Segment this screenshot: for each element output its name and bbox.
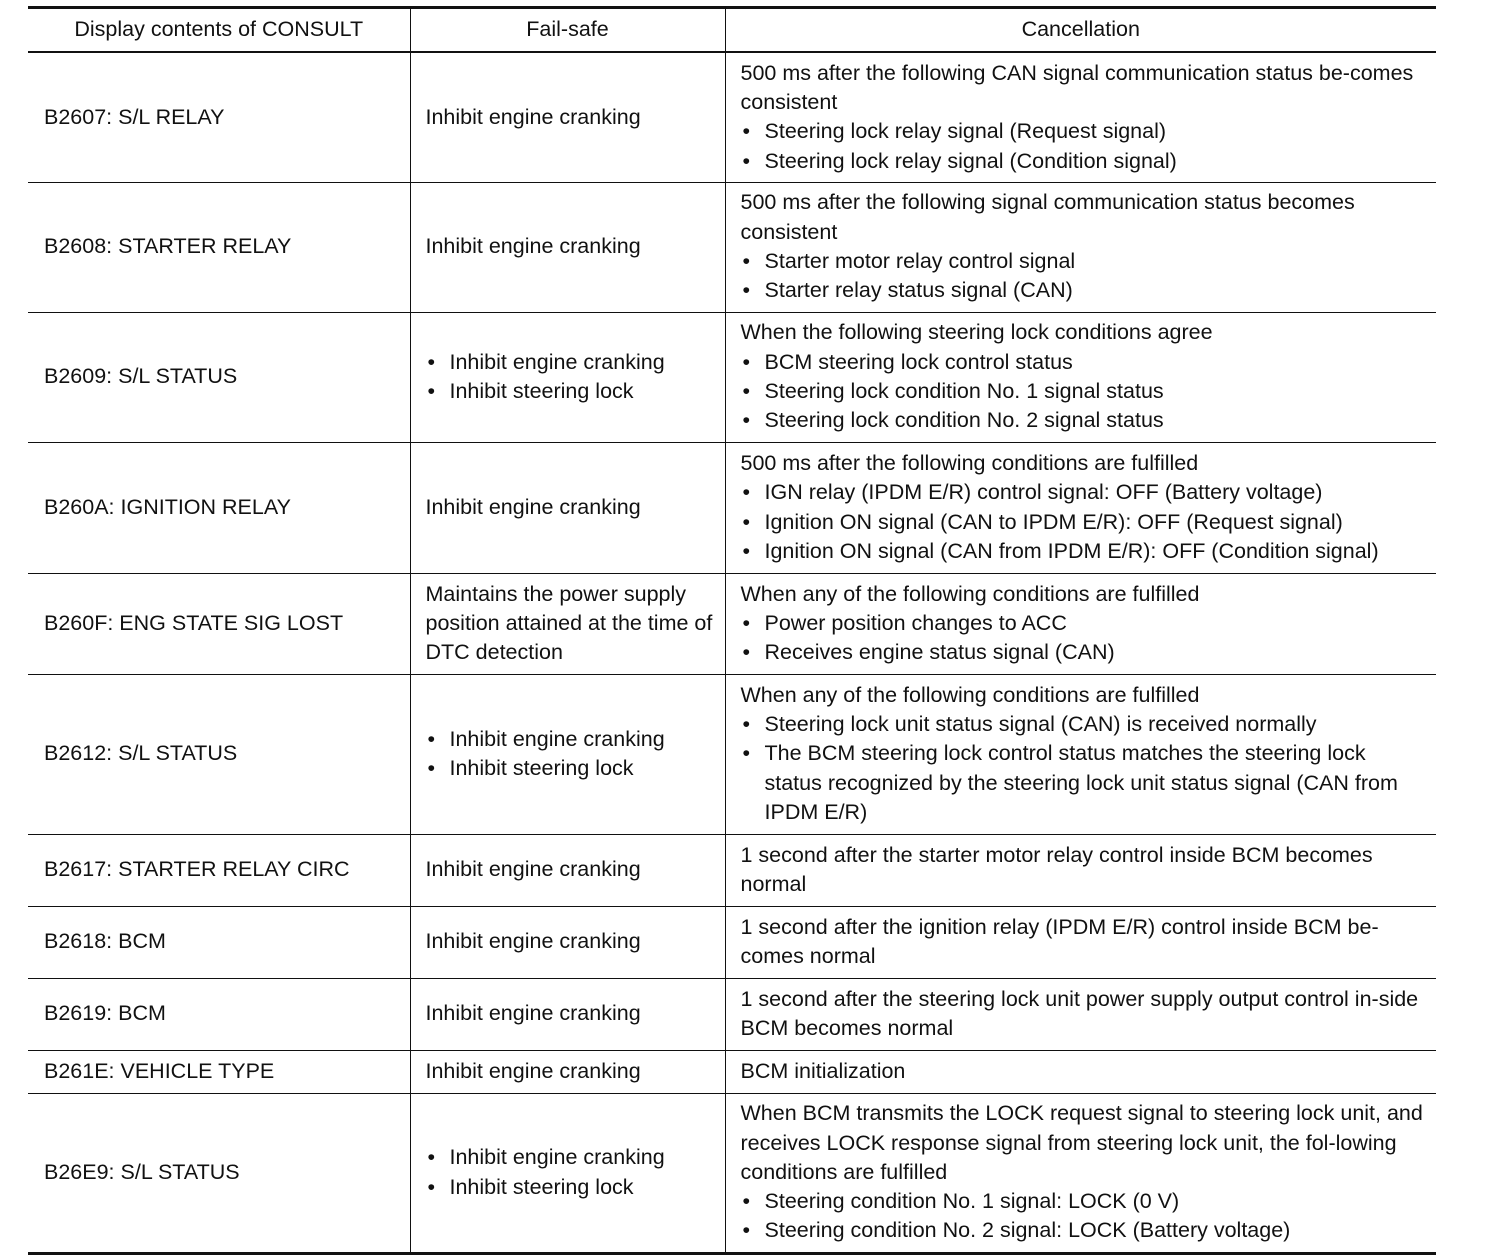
table-row [28,442,1436,573]
cancellation-list [741,609,1429,668]
cancellation-text: When BCM transmits the LOCK request signal to steering lock unit, and receives LOCK response signal from steering lock unit, the fol-lowing conditions are fulfilled [740,1101,1423,1184]
dtc-code-cell: B2617: STARTER RELAY CIRC [28,834,410,906]
fail-safe-cell [410,312,725,442]
table-row [28,573,1436,674]
fail-safe-list-item: • Inhibit engine cranking [426,1143,717,1172]
cancellation-list [741,478,1429,566]
fail-safe-list-item: • Inhibit steering lock [426,377,717,406]
cancellation-cell [725,182,1436,312]
cancellation-list [741,247,1429,306]
cancellation-cell [725,834,1436,906]
table-header-row [28,8,1436,53]
table-row [28,906,1436,978]
fail-safe-list [426,1143,717,1202]
dtc-code-cell: B2607: S/L RELAY [28,52,410,182]
cancellation-list-item: • Steering lock condition No. 2 signal status [741,406,1429,435]
cancellation-list-item: • Steering lock unit status signal (CAN) is received normally [741,710,1429,739]
dtc-code-cell: B260F: ENG STATE SIG LOST [28,573,410,674]
fail-safe-text: Inhibit engine cranking [425,857,641,882]
fail-safe-text: Inhibit engine cranking [425,1001,641,1026]
cancellation-list-item: • The BCM steering lock control status matches the steering lock status recognized by the steering lock unit status signal (CAN from IPDM E/R) [741,739,1429,827]
fail-safe-list-item: • Inhibit engine cranking [426,725,717,754]
fail-safe-cell [410,1050,725,1093]
fail-safe-cell [410,573,725,674]
cancellation-list-item: • Ignition ON signal (CAN from IPDM E/R): OFF (Condition signal) [741,537,1429,566]
dtc-code-cell: B2608: STARTER RELAY [28,182,410,312]
table-row [28,1093,1436,1253]
cancellation-cell [725,978,1436,1050]
cancellation-cell [725,573,1436,674]
cancellation-cell [725,906,1436,978]
fail-safe-cell [410,182,725,312]
cancellation-text: When any of the following conditions are fulfilled [740,682,1200,707]
cancellation-list-item: • Starter motor relay control signal [741,247,1429,276]
cancellation-list-item: • Starter relay status signal (CAN) [741,276,1429,305]
fail-safe-list-item: • Inhibit steering lock [426,1173,717,1202]
column-header-consult: Display contents of CONSULT [28,8,410,53]
cancellation-text: 500 ms after the following CAN signal communication status be-comes consistent [740,60,1414,114]
cancellation-text: 500 ms after the following signal communication status becomes consistent [740,190,1355,244]
cancellation-list-item: • Steering condition No. 2 signal: LOCK (Battery voltage) [741,1216,1429,1245]
dtc-code-cell: B2619: BCM [28,978,410,1050]
cancellation-cell [725,52,1436,182]
cancellation-text: When the following steering lock conditions agree [740,320,1213,345]
fail-safe-cell [410,978,725,1050]
fail-safe-text: Inhibit engine cranking [425,1058,641,1083]
fail-safe-cell [410,1093,725,1253]
fail-safe-cell [410,52,725,182]
dtc-code-cell: B26E9: S/L STATUS [28,1093,410,1253]
cancellation-cell [725,1050,1436,1093]
cancellation-text: When any of the following conditions are fulfilled [740,581,1200,606]
cancellation-cell [725,1093,1436,1253]
fail-safe-table-sheet [28,6,1436,1255]
dtc-code-cell: B260A: IGNITION RELAY [28,442,410,573]
table-row [28,1050,1436,1093]
dtc-code-cell: B261E: VEHICLE TYPE [28,1050,410,1093]
fail-safe-list-item: • Inhibit engine cranking [426,348,717,377]
cancellation-list-item: • Steering lock condition No. 1 signal status [741,377,1429,406]
fail-safe-text: Inhibit engine cranking [425,494,641,519]
cancellation-text: 1 second after the steering lock unit power supply output control in-side BCM becomes normal [740,986,1419,1040]
fail-safe-cell [410,906,725,978]
column-header-cancellation: Cancellation [725,8,1436,53]
cancellation-text: 1 second after the ignition relay (IPDM E/R) control inside BCM be-comes normal [740,914,1379,968]
table-row [28,978,1436,1050]
cancellation-list [741,348,1429,436]
cancellation-list-item: • Receives engine status signal (CAN) [741,638,1429,667]
cancellation-list [741,1187,1429,1246]
cancellation-list-item: • Ignition ON signal (CAN to IPDM E/R): OFF (Request signal) [741,508,1429,537]
cancellation-list-item: • Steering condition No. 1 signal: LOCK (0 V) [741,1187,1429,1216]
cancellation-list [741,117,1429,176]
fail-safe-cell [410,834,725,906]
dtc-code-cell: B2609: S/L STATUS [28,312,410,442]
fail-safe-table [28,6,1436,1255]
cancellation-list [741,710,1429,827]
cancellation-text: 1 second after the starter motor relay control inside BCM becomes normal [740,842,1373,896]
table-row [28,834,1436,906]
fail-safe-text: Inhibit engine cranking [425,234,641,259]
fail-safe-list-item: • Inhibit steering lock [426,754,717,783]
table-row [28,674,1436,834]
dtc-code-cell: B2618: BCM [28,906,410,978]
cancellation-list-item: • Power position changes to ACC [741,609,1429,638]
fail-safe-text: Maintains the power supply position attained at the time of DTC detection [425,581,713,665]
column-header-fail-safe: Fail-safe [410,8,725,53]
fail-safe-list [426,348,717,407]
table-row [28,52,1436,182]
fail-safe-cell [410,442,725,573]
cancellation-text: BCM initialization [740,1058,906,1083]
fail-safe-text: Inhibit engine cranking [425,929,641,954]
fail-safe-list [426,725,717,784]
cancellation-text: 500 ms after the following conditions are fulfilled [740,450,1199,475]
cancellation-list-item: • Steering lock relay signal (Request signal) [741,117,1429,146]
cancellation-cell [725,442,1436,573]
cancellation-list-item: • BCM steering lock control status [741,348,1429,377]
table-row [28,182,1436,312]
cancellation-list-item: • IGN relay (IPDM E/R) control signal: OFF (Battery voltage) [741,478,1429,507]
dtc-code-cell: B2612: S/L STATUS [28,674,410,834]
fail-safe-text: Inhibit engine cranking [425,104,641,129]
table-body [28,52,1436,1253]
cancellation-cell [725,312,1436,442]
table-row [28,312,1436,442]
cancellation-list-item: • Steering lock relay signal (Condition signal) [741,147,1429,176]
fail-safe-cell [410,674,725,834]
cancellation-cell [725,674,1436,834]
